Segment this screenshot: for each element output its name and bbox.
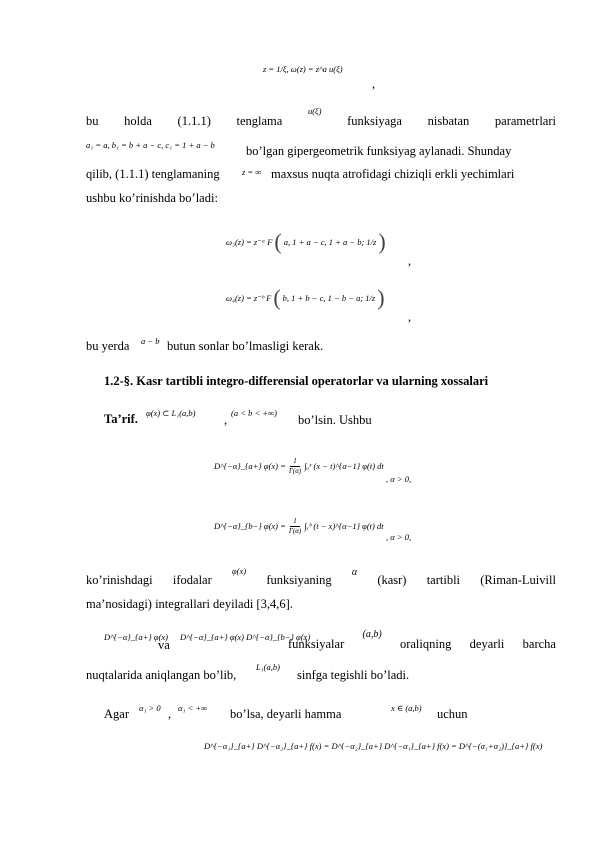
paragraph-1-line-3a: qilib, (1.1.1) tenglamaning: [86, 167, 220, 181]
formula-alpha1-positive: α₁ > 0: [139, 703, 161, 713]
paragraph-4-line-2a: nuqtalarida aniqlangan bo’lib,: [86, 668, 237, 682]
paragraph-1-line-3b: maxsus nuqta atrofidagi chiziqli erkli yechimlari: [271, 167, 515, 181]
formula-omega4: ω₄(z) = z⁻ᵇ F ( b, 1 + b − c, 1 − b − a; 1/z ): [226, 285, 385, 310]
formula-x-in-ab: x ∈ (a,b): [391, 703, 422, 713]
formula-parameters: a₁ = a, b₁ = b + a − c, c₁ = 1 + a − b: [86, 140, 215, 150]
formula-z-infinity: z = ∞: [242, 167, 262, 177]
paragraph-4-line-1: funksiyalar (a,b) oraliqning deyarli barcha: [288, 629, 556, 651]
formula-alpha-positive: , α > 0,: [386, 474, 412, 484]
formula-substitution: z = 1/ξ, ω(z) = z^a u(ξ): [263, 64, 343, 74]
formula-alpha: α: [351, 567, 358, 578]
formula-alpha-positive: , α > 0,: [386, 532, 412, 542]
definition-label: Ta’rif.: [104, 412, 138, 426]
paragraph-5-uchun: uchun: [437, 707, 468, 721]
paragraph-1-line-2: bo’lgan gipergeometrik funksiyag aylanadi. Shunday: [246, 144, 512, 158]
formula-phi-x: φ(x): [231, 566, 247, 576]
formula-D-left: D^{−α}_{a+} φ(x): [104, 632, 169, 642]
formula-interval: (a < b < +∞): [231, 408, 277, 418]
paragraph-1-line-4: ushbu ko’rinishda bo’ladi:: [86, 191, 218, 205]
formula-comma: ,: [408, 310, 412, 324]
formula-omega3: ω₃(z) = z⁻ᵃ F ( a, 1 + a − c, 1 + a − b; 1/z ): [226, 229, 386, 254]
section-heading: 1.2-§. Kasr tartibli integro-differensial operatorlar va ularning xossalari: [104, 374, 489, 388]
paragraph-4-line-2b: sinfga tegishli bo’ladi.: [297, 668, 410, 682]
paragraph-5-agar: Agar: [104, 707, 129, 721]
paragraph-4-va: va: [158, 638, 170, 652]
paragraph-2b: butun sonlar bo’lmasligi kerak.: [167, 339, 324, 353]
formula-L1ab: L₁(a,b): [256, 662, 280, 672]
formula-ab: (a,b): [362, 629, 382, 640]
paragraph-5-comma: ,: [168, 707, 172, 721]
formula-comma: ,: [408, 254, 412, 268]
formula-comma: ,: [372, 77, 376, 91]
formula-alpha1-finite: α₁ < +∞: [178, 703, 208, 713]
formula-u-xi: u(ξ): [307, 106, 322, 116]
formula-D-pair: D^{−α}_{a+} φ(x) D^{−α}_{b−} φ(x): [180, 632, 311, 642]
paragraph-5-bolsa: bo’lsa, deyarli hamma: [230, 707, 342, 721]
definition-comma: ,: [224, 413, 228, 427]
paragraph-1-line-1: bu holda (1.1.1) tenglama u(ξ) funksiyaga nisbatan parametrlari: [86, 106, 556, 128]
paragraph-3-line-1: ko’rinishdagi ifodalar φ(x) funksiyaning α (kasr) tartibli (Riman-Luivill: [86, 566, 556, 587]
paragraph-2a: bu yerda: [86, 339, 130, 353]
formula-left-integral: D^{−α}_{a+} φ(x) = $\frac{1}{\Gamma(\alpha)}$ ∫ₐˣ (x − t)^{α−1} φ(t) dt: [214, 456, 384, 475]
formula-semigroup: D^{−α₁}_{a+} D^{−α₂}_{a+} f(x) = D^{−α₂}_{a+} D^{−α₁}_{a+} f(x) = D^{−(α₁+α₂)}_{a+} f(x): [204, 741, 543, 751]
formula-phi-in-L1: φ(x) ⊂ L₁(a,b): [146, 408, 196, 418]
formula-right-integral: D^{−α}_{b−} φ(x) = $\frac{1}{\Gamma(\alpha)}$ ∫ₓᵇ (t − x)^{α−1} φ(t) dt: [214, 516, 384, 535]
paragraph-3-line-2: ma’nosidagi) integrallari deyiladi [3,4,6].: [86, 597, 293, 611]
formula-a-minus-b: a − b: [141, 336, 160, 346]
definition-bolsin: bo’lsin. Ushbu: [298, 413, 372, 427]
